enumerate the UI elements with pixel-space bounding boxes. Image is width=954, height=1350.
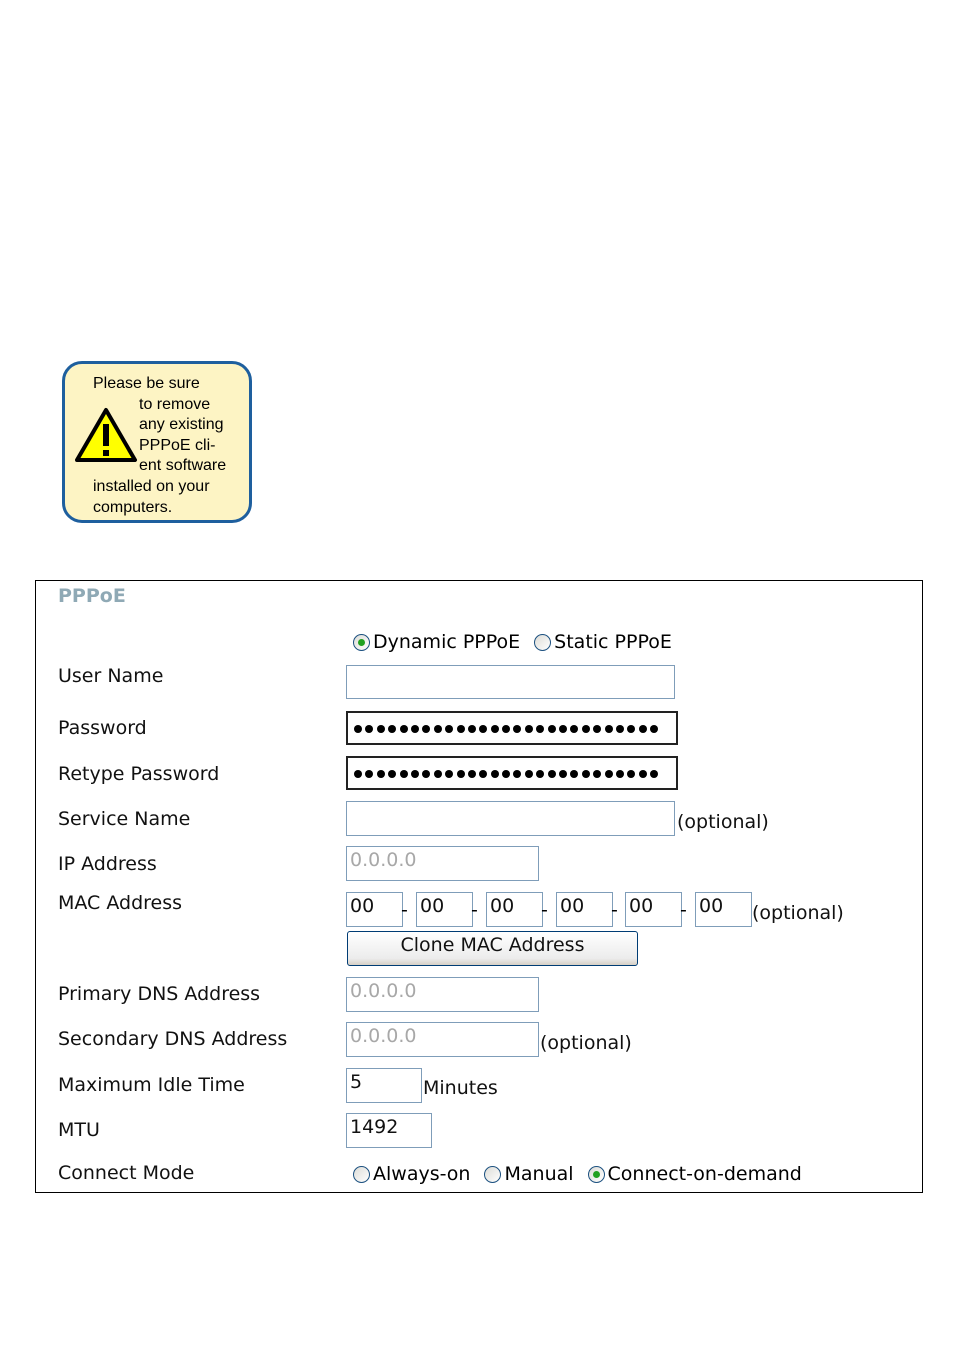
note-line-2: to remove (139, 396, 211, 413)
mac-octet-2-input[interactable]: 00 (416, 892, 473, 927)
note-line-7: computers. (93, 499, 173, 516)
password-dot (457, 770, 465, 778)
password-dot (491, 725, 499, 733)
secondary-dns-label: Secondary DNS Address (58, 1028, 288, 1050)
password-dot (445, 770, 453, 778)
max-idle-label: Maximum Idle Time (58, 1074, 245, 1096)
clone-mac-button[interactable]: Clone MAC Address (347, 931, 638, 966)
mac-separator: - (401, 899, 408, 921)
password-dot (570, 725, 578, 733)
password-dot (616, 725, 624, 733)
password-dot (639, 770, 647, 778)
static-pppoe-radio[interactable] (534, 634, 551, 651)
user-name-input[interactable] (346, 665, 675, 699)
mtu-label: MTU (58, 1119, 100, 1141)
password-dot (605, 770, 613, 778)
password-dot (639, 725, 647, 733)
password-dot (354, 725, 362, 733)
dynamic-pppoe-label[interactable]: Dynamic PPPoE (373, 631, 521, 653)
password-dot (365, 725, 373, 733)
password-dot (400, 770, 408, 778)
connect-on-demand-radio[interactable] (588, 1166, 605, 1183)
password-label: Password (58, 717, 147, 739)
password-dot (388, 725, 396, 733)
password-dot (513, 725, 521, 733)
password-dot (548, 770, 556, 778)
warning-note (62, 361, 252, 523)
max-idle-unit: Minutes (423, 1077, 498, 1099)
password-input[interactable] (346, 711, 678, 745)
mac-octet-3-input[interactable]: 00 (486, 892, 543, 927)
password-dot (650, 725, 658, 733)
mac-separator: - (680, 899, 687, 921)
always-on-label[interactable]: Always-on (373, 1163, 471, 1185)
password-dot (457, 725, 465, 733)
password-dot (502, 725, 510, 733)
password-dot (582, 770, 590, 778)
password-dot (479, 725, 487, 733)
password-dot (411, 770, 419, 778)
connect-on-demand-label[interactable]: Connect-on-demand (607, 1163, 802, 1185)
password-dot (468, 770, 476, 778)
note-line-1: Please be sure (93, 375, 200, 392)
password-dot (593, 770, 601, 778)
password-dot (388, 770, 396, 778)
mac-octet-4-input[interactable]: 00 (556, 892, 613, 927)
pppoe-mode-group (353, 631, 686, 653)
max-idle-input[interactable]: 5 (346, 1068, 422, 1103)
password-dot (513, 770, 521, 778)
password-dot (536, 770, 544, 778)
mac-octet-5-input[interactable]: 00 (625, 892, 682, 927)
password-dot (468, 725, 476, 733)
dynamic-pppoe-radio[interactable] (353, 634, 370, 651)
password-dot (502, 770, 510, 778)
password-dot (525, 725, 533, 733)
static-pppoe-label[interactable]: Static PPPoE (554, 631, 672, 653)
retype-password-input[interactable] (346, 756, 678, 790)
mac-optional: (optional) (752, 902, 844, 924)
user-name-label: User Name (58, 665, 164, 687)
mac-separator: - (611, 899, 618, 921)
password-dot (434, 770, 442, 778)
panel-title: PPPoE (58, 585, 126, 607)
primary-dns-input[interactable]: 0.0.0.0 (346, 977, 539, 1012)
mac-octet-1-input[interactable]: 00 (346, 892, 403, 927)
password-dot (548, 725, 556, 733)
note-line-3: any existing (139, 416, 224, 433)
password-dot (411, 725, 419, 733)
ip-address-input[interactable]: 0.0.0.0 (346, 846, 539, 881)
mac-octet-6-input[interactable]: 00 (695, 892, 752, 927)
password-dot (377, 770, 385, 778)
retype-password-mask (351, 760, 676, 788)
service-name-optional: (optional) (677, 811, 769, 833)
password-dot (627, 725, 635, 733)
password-dot (434, 725, 442, 733)
password-dot (582, 725, 590, 733)
note-line-4: PPPoE cli- (139, 437, 216, 454)
manual-radio[interactable] (484, 1166, 501, 1183)
password-dot (400, 725, 408, 733)
service-name-label: Service Name (58, 808, 191, 830)
password-dot (445, 725, 453, 733)
password-dot (525, 770, 533, 778)
secondary-dns-optional: (optional) (540, 1032, 632, 1054)
service-name-input[interactable] (346, 801, 675, 836)
password-dot (354, 770, 362, 778)
retype-password-label: Retype Password (58, 763, 220, 785)
password-dot (570, 770, 578, 778)
primary-dns-label: Primary DNS Address (58, 983, 261, 1005)
pppoe-panel (35, 580, 923, 1193)
ip-address-label: IP Address (58, 853, 157, 875)
password-dot (479, 770, 487, 778)
mac-separator: - (541, 899, 548, 921)
password-dot (627, 770, 635, 778)
password-dot (536, 725, 544, 733)
secondary-dns-input[interactable]: 0.0.0.0 (346, 1022, 539, 1057)
password-dot (559, 770, 567, 778)
password-dot (593, 725, 601, 733)
connect-mode-label: Connect Mode (58, 1162, 195, 1184)
password-dot (377, 725, 385, 733)
password-dot (559, 725, 567, 733)
manual-label[interactable]: Manual (504, 1163, 574, 1185)
password-dot (422, 770, 430, 778)
password-dot (422, 725, 430, 733)
mtu-input[interactable]: 1492 (346, 1113, 432, 1148)
password-dot (605, 725, 613, 733)
password-dot (491, 770, 499, 778)
password-dot (650, 770, 658, 778)
always-on-radio[interactable] (353, 1166, 370, 1183)
password-mask (351, 715, 676, 743)
password-dot (365, 770, 373, 778)
mac-address-label: MAC Address (58, 892, 183, 914)
warning-icon (73, 406, 139, 464)
mac-separator: - (471, 899, 478, 921)
note-line-5: ent software (139, 457, 227, 474)
note-line-6: installed on your (93, 478, 210, 495)
password-dot (616, 770, 624, 778)
connect-mode-group (353, 1163, 816, 1185)
